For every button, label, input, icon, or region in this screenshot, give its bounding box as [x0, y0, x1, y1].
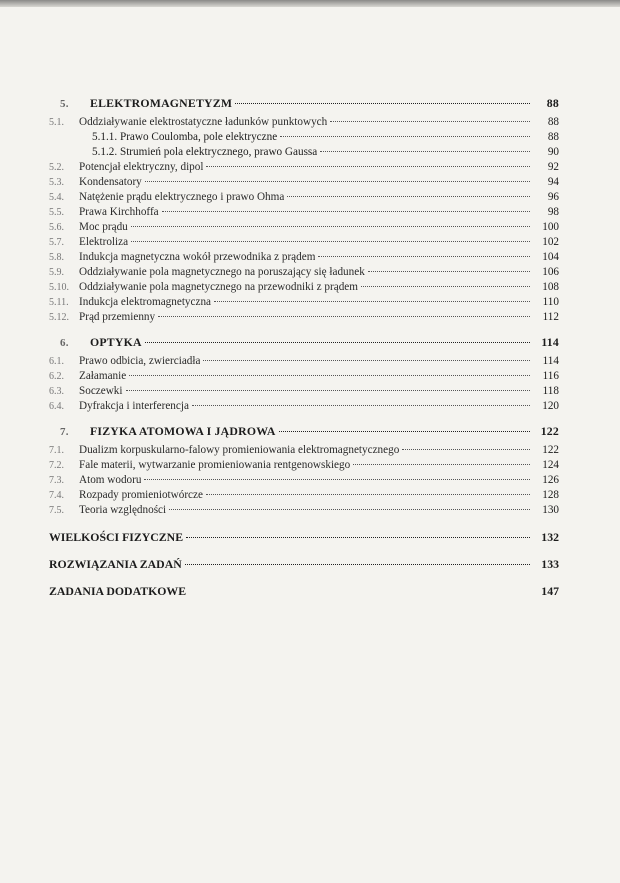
toc-section-page-number: 98 [547, 206, 559, 218]
appendix-heading [49, 557, 559, 572]
toc-section-number: 7.3. [49, 475, 64, 486]
toc-section [49, 488, 559, 503]
toc-section-page-number: 114 [542, 355, 559, 367]
appendix-heading-page-number: 147 [541, 584, 559, 598]
toc-section [49, 235, 559, 250]
toc-section-title: Indukcja elektromagnetyczna [79, 296, 212, 308]
toc-section [49, 310, 559, 325]
scan-top-edge [0, 0, 620, 7]
appendix-heading [49, 584, 559, 599]
dot-leader [169, 509, 530, 510]
toc-section-number: 5.11. [49, 297, 69, 308]
toc-section-title: Załamanie [79, 370, 127, 382]
chapter-heading-page-number: 88 [546, 96, 559, 110]
toc-section-title: Soczewki [79, 385, 123, 397]
toc-section [49, 295, 559, 310]
chapter-heading-page-number: 122 [540, 424, 559, 438]
appendix-heading-title: WIELKOŚCI FIZYCZNE [49, 530, 184, 544]
dot-leader [318, 256, 530, 257]
toc-section-page-number: 126 [542, 474, 559, 486]
toc-section-number: 5.1. [49, 117, 64, 128]
toc-section [49, 384, 559, 399]
toc-section-title: Potencjał elektryczny, dipol [79, 161, 204, 173]
chapter-heading [49, 96, 559, 112]
toc-section-number: 5.2. [49, 162, 64, 173]
dot-leader [129, 375, 530, 376]
toc-section-title: Oddziaływanie pola magnetycznego na poruszający się ładunek [79, 266, 365, 278]
toc-section-page-number: 130 [542, 504, 559, 516]
toc-section-number: 5.5. [49, 207, 64, 218]
dot-leader [203, 360, 530, 361]
toc-section [49, 160, 559, 175]
toc-section-number: 5.8. [49, 252, 64, 263]
toc-section-title: Oddziaływanie elektrostatyczne ładunków punktowych [79, 116, 328, 128]
toc-section [49, 354, 559, 369]
dot-leader [279, 431, 530, 432]
toc-section [49, 190, 559, 205]
chapter-heading-title: OPTYKA [90, 335, 142, 349]
dot-leader [235, 103, 530, 104]
toc-section [49, 115, 559, 130]
toc-section-page-number: 100 [542, 221, 559, 233]
toc-section-page-number: 120 [542, 400, 559, 412]
toc-section-title: Prąd przemienny [79, 311, 156, 323]
toc-section-page-number: 88 [547, 116, 559, 128]
toc-section-title: Fale materii, wytwarzanie promieniowania rentgenowskiego [79, 459, 351, 471]
toc-section-page-number: 124 [542, 459, 559, 471]
chapter-heading-title: ELEKTROMAGNETYZM [90, 96, 233, 110]
toc-section-number: 5.12. [49, 312, 69, 323]
toc-section [49, 280, 559, 295]
toc-section-page-number: 122 [542, 444, 559, 456]
chapter-heading-title: FIZYKA ATOMOWA I JĄDROWA [90, 424, 276, 438]
toc-section-number: 7.2. [49, 460, 64, 471]
toc-section-number: 5.10. [49, 282, 69, 293]
dot-leader [185, 564, 530, 565]
toc-section-page-number: 112 [542, 311, 559, 323]
toc-subsection-title: 5.1.1. Prawo Coulomba, pole elektryczne [92, 131, 278, 143]
toc-subsection-page-number: 90 [547, 146, 559, 158]
toc-section-title: Rozpady promieniotwórcze [79, 489, 203, 501]
toc-section-title: Elektroliza [79, 236, 129, 248]
toc-section-number: 6.3. [49, 386, 64, 397]
chapter-heading [49, 335, 559, 351]
toc-section-page-number: 106 [542, 266, 559, 278]
toc-subsection-page-number: 88 [547, 131, 559, 143]
toc-section-number: 7.5. [49, 505, 64, 516]
dot-leader [280, 136, 530, 137]
toc-section-title: Atom wodoru [79, 474, 142, 486]
toc-section-number: 6.2. [49, 371, 64, 382]
dot-leader [330, 121, 530, 122]
toc-section [49, 250, 559, 265]
table-of-contents [49, 96, 559, 599]
dot-leader [158, 316, 530, 317]
dot-leader [162, 211, 530, 212]
toc-section-number: 7.1. [49, 445, 64, 456]
toc-section [49, 473, 559, 488]
toc-section [49, 503, 559, 518]
toc-section [49, 265, 559, 280]
dot-leader [287, 196, 530, 197]
appendix-heading-title: ZADANIA DODATKOWE [49, 584, 187, 598]
dot-leader [320, 151, 530, 152]
toc-section-number: 6.1. [49, 356, 64, 367]
toc-section-title: Prawo odbicia, zwierciadła [79, 355, 201, 367]
appendix-heading-page-number: 133 [541, 557, 559, 571]
toc-section-page-number: 108 [542, 281, 559, 293]
toc-section-number: 6.4. [49, 401, 64, 412]
dot-leader [368, 271, 530, 272]
toc-section-page-number: 96 [547, 191, 559, 203]
chapter-heading-number: 7. [60, 426, 69, 438]
toc-section-number: 7.4. [49, 490, 64, 501]
appendix-heading-title: ROZWIĄZANIA ZADAŃ [49, 557, 182, 571]
chapter-heading-number: 6. [60, 337, 69, 349]
toc-section-title: Indukcja magnetyczna wokół przewodnika z prądem [79, 251, 316, 263]
toc-section-title: Prawa Kirchhoffa [79, 206, 159, 218]
toc-section-page-number: 110 [542, 296, 559, 308]
toc-section [49, 205, 559, 220]
dot-leader [131, 241, 530, 242]
toc-section-page-number: 104 [542, 251, 559, 263]
toc-section-number: 5.3. [49, 177, 64, 188]
toc-section-page-number: 128 [542, 489, 559, 501]
appendix-heading-page-number: 132 [541, 530, 559, 544]
toc-section-page-number: 118 [542, 385, 559, 397]
toc-section-title: Natężenie prądu elektrycznego i prawo Ohma [79, 191, 285, 203]
toc-section [49, 399, 559, 414]
toc-section-page-number: 94 [547, 176, 559, 188]
dot-leader [145, 181, 530, 182]
dot-leader [361, 286, 530, 287]
toc-section-number: 5.4. [49, 192, 64, 203]
dot-leader [402, 449, 530, 450]
dot-leader [126, 390, 531, 391]
dot-leader [186, 537, 530, 538]
toc-section [49, 458, 559, 473]
toc-section-title: Teoria względności [79, 504, 167, 516]
toc-subsection-title: 5.1.2. Strumień pola elektrycznego, prawo Gaussa [92, 146, 318, 158]
chapter-heading-number: 5. [60, 98, 69, 110]
dot-leader [144, 479, 530, 480]
chapter-heading [49, 424, 559, 440]
dot-leader [206, 494, 530, 495]
toc-section-title: Moc prądu [79, 221, 128, 233]
toc-section-title: Dyfrakcja i interferencja [79, 400, 189, 412]
dot-leader [131, 226, 530, 227]
toc-section [49, 175, 559, 190]
toc-section-page-number: 116 [542, 370, 559, 382]
toc-section-title: Dualizm korpuskularno-falowy promieniowania elektromagnetycznego [79, 444, 400, 456]
toc-section-page-number: 102 [542, 236, 559, 248]
toc-subsection [49, 130, 559, 145]
dot-leader [206, 166, 530, 167]
toc-section-number: 5.6. [49, 222, 64, 233]
dot-leader [353, 464, 530, 465]
dot-leader [214, 301, 530, 302]
toc-section-number: 5.7. [49, 237, 64, 248]
toc-section-title: Oddziaływanie pola magnetycznego na przewodniki z prądem [79, 281, 358, 293]
toc-subsection [49, 145, 559, 160]
toc-section [49, 443, 559, 458]
toc-section-page-number: 92 [547, 161, 559, 173]
toc-section-number: 5.9. [49, 267, 64, 278]
toc-section [49, 220, 559, 235]
appendix-heading [49, 530, 559, 545]
dot-leader [192, 405, 530, 406]
toc-section [49, 369, 559, 384]
dot-leader [145, 342, 530, 343]
chapter-heading-page-number: 114 [541, 335, 559, 349]
toc-section-title: Kondensatory [79, 176, 142, 188]
